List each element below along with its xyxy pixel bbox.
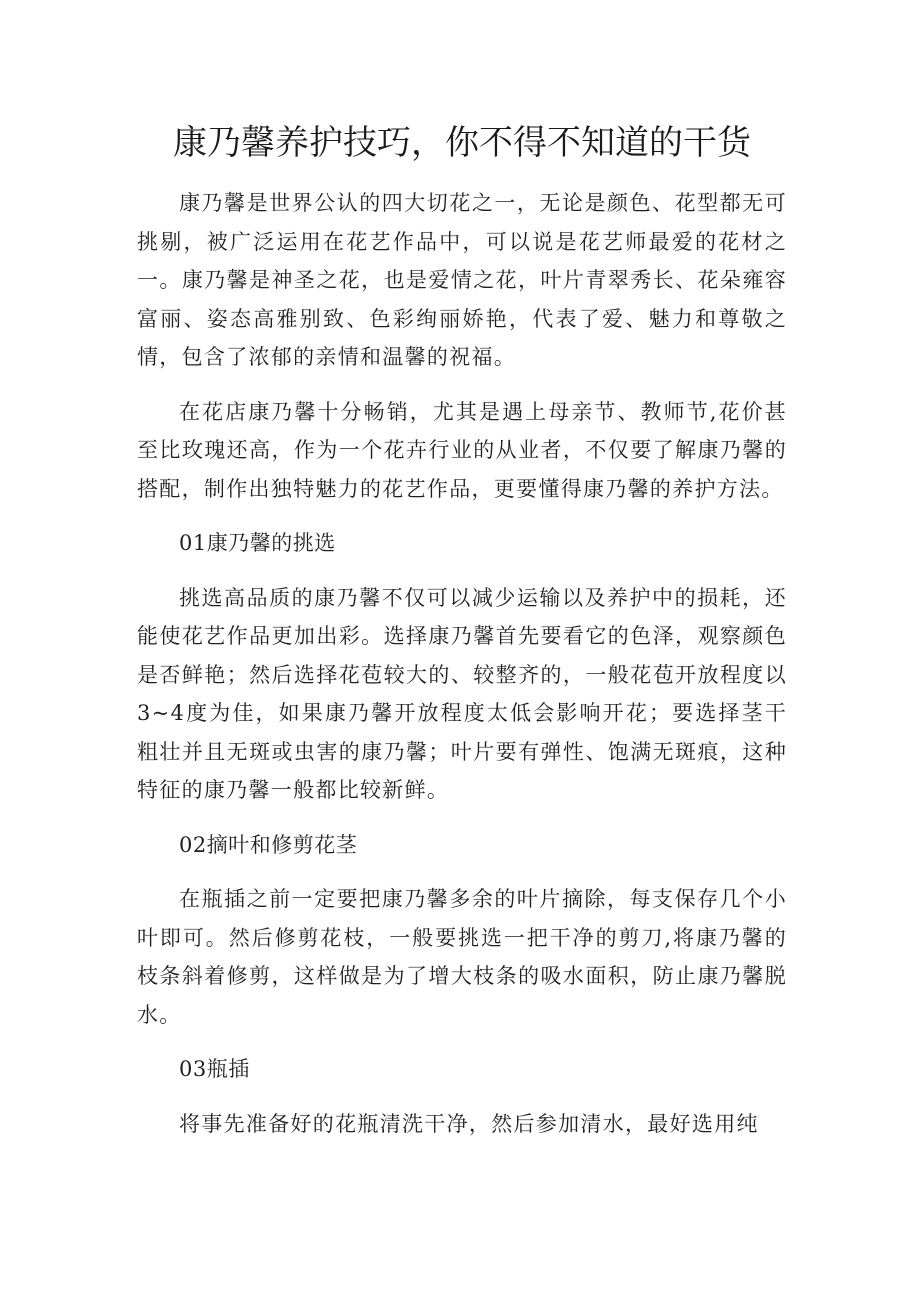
- section-heading-vase: 03瓶插: [179, 1057, 250, 1081]
- paragraph-trimming: 在瓶插之前一定要把康乃馨多余的叶片摘除，每支保存几个小叶即可。然后修剪花枝，一般要挑选一把干净的剪刀,将康乃馨的枝条斜着修剪，这样做是为了增大枝条的吸水面积，防止康乃馨脱水。: [137, 887, 787, 1027]
- paragraph-market: 在花店康乃馨十分畅销，尤其是遇上母亲节、教师节,花价甚至比玫瑰还高，作为一个花卉行业的从业者，不仅要了解康乃馨的搭配，制作出独特魅力的花艺作品，更要懂得康乃馨的养护方法。: [137, 399, 787, 501]
- section-heading-selection: 01康乃馨的挑选: [179, 531, 336, 555]
- paragraph-intro: 康乃馨是世界公认的四大切花之一，无论是颜色、花型都无可挑剔，被广泛运用在花艺作品中，可以说是花艺师最爱的花材之一。康乃馨是神圣之花，也是爱情之花，叶片青翠秀长、花朵雍容富丽、姿态高雅别致、色彩绚丽娇艳，代表了爱、魅力和尊敬之情，包含了浓郁的亲情和温馨的祝福。: [137, 191, 787, 369]
- paragraph-selection: 挑选高品质的康乃馨不仅可以减少运输以及养护中的损耗，还能使花艺作品更加出彩。选择康乃馨首先要看它的色泽，观察颜色是否鲜艳；然后选择花苞较大的、较整齐的，一般花苞开放程度以3~4度为佳，如果康乃馨开放程度太低会影响开花；要选择茎干粗壮并且无斑或虫害的康乃馨；叶片要有弹性、饱满无斑痕，这种特征的康乃馨一般都比较新鲜。: [137, 585, 787, 802]
- paragraph-vase: 将事先准备好的花瓶清洗干净，然后参加清水，最好选用纯: [179, 1111, 759, 1136]
- document-body: [137, 184, 787, 1159]
- section-heading-trimming: 02摘叶和修剪花茎: [179, 832, 358, 857]
- document-title: 康乃馨养护技巧，你不得不知道的干货: [173, 123, 751, 163]
